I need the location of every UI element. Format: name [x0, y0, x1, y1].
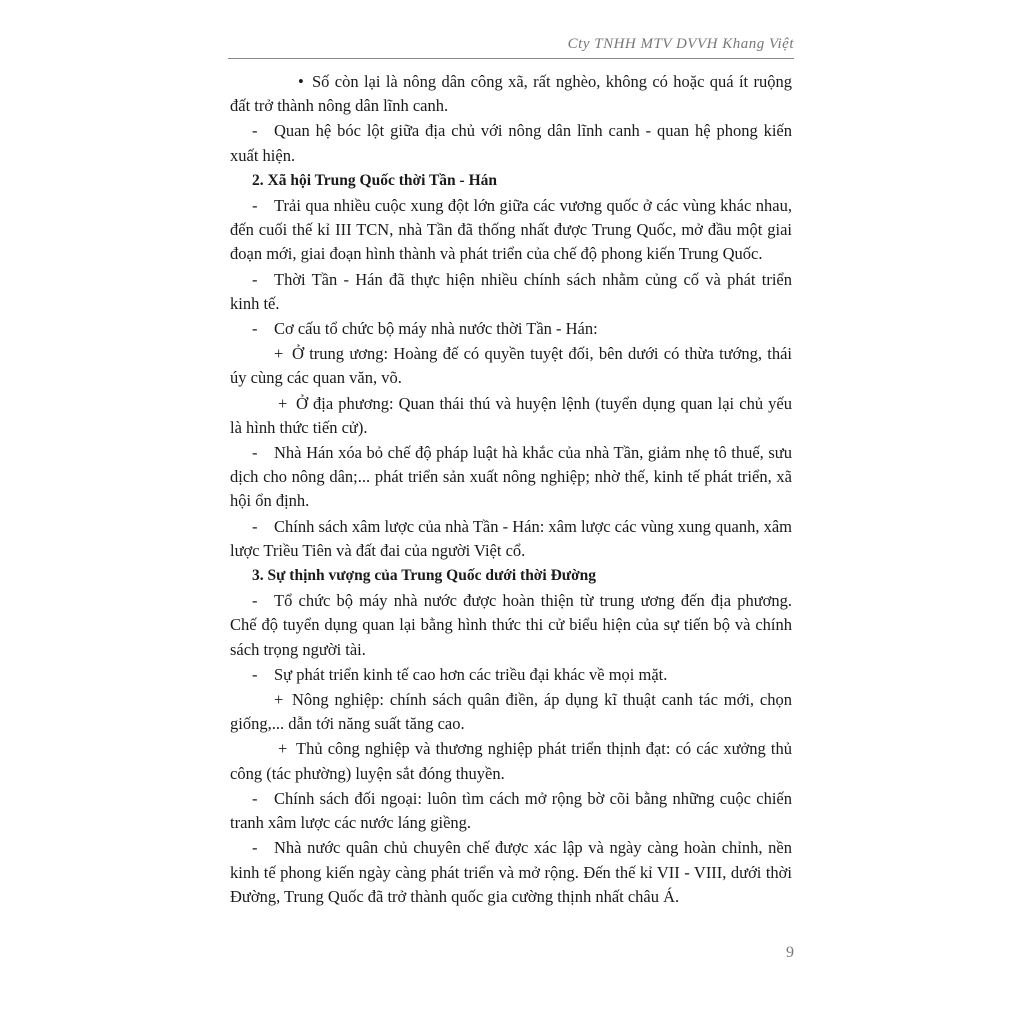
paragraph	[230, 787, 792, 835]
paragraph	[230, 663, 792, 687]
paragraph-text: Nông nghiệp: chính sách quân điền, áp dụng kĩ thuật canh tác mới, chọn giống,... dẫn tới năng suất tăng cao.	[230, 690, 792, 734]
dash-marker: -	[252, 443, 258, 463]
dash-marker: -	[252, 664, 258, 684]
section-heading: 3. Sự thịnh vượng của Trung Quốc dưới thời Đường	[252, 567, 597, 585]
paragraph-text: Thời Tần - Hán đã thực hiện nhiều chính sách nhằm củng cố và phát triển kinh tế.	[230, 269, 792, 313]
dash-marker: -	[252, 319, 258, 339]
paragraph	[230, 836, 792, 909]
paragraph	[230, 194, 792, 267]
bullet-marker: •	[298, 72, 304, 91]
plus-marker: +	[274, 690, 284, 710]
paragraph-text: Ở địa phương: Quan thái thú và huyện lệnh (tuyển dụng quan lại chủ yếu là hình thức tiến cử).	[230, 393, 792, 437]
page-number: 9	[786, 944, 794, 961]
paragraph-text: Số còn lại là nông dân công xã, rất nghèo, không có hoặc quá ít ruộng đất trở thành nông dân lĩnh canh.	[230, 72, 792, 116]
dash-marker: -	[252, 516, 258, 536]
paragraph	[230, 342, 792, 390]
dash-marker: -	[252, 196, 258, 216]
running-header: Cty TNHH MTV DVVH Khang Việt	[567, 36, 794, 52]
paragraph-text: Quan hệ bóc lột giữa địa chủ với nông dân lĩnh canh - quan hệ phong kiến xuất hiện.	[230, 121, 792, 165]
paragraph	[230, 392, 792, 440]
plus-marker: +	[278, 393, 288, 413]
paragraph-text: Ở trung ương: Hoàng đế có quyền tuyệt đối, bên dưới có thừa tướng, thái úy cùng các quan văn, võ.	[230, 344, 792, 388]
plus-marker: +	[278, 739, 288, 759]
paragraph	[230, 317, 792, 341]
paragraph-text: Nhà nước quân chủ chuyên chế được xác lập và ngày càng hoàn chỉnh, nền kinh tế phong kiến ngày càng phát triển và mở rộng. Đến thế kỉ VII - VIII, dưới thời Đường, Trung Quốc đã trở thành quốc gia cường thịnh nhất châu Á.	[230, 838, 792, 906]
page-body	[230, 70, 792, 910]
dash-marker: -	[252, 788, 258, 808]
paragraph-text: Trải qua nhiều cuộc xung đột lớn giữa các vương quốc ở các vùng khác nhau, đến cuối thế kỉ III TCN, nhà Tần đã thống nhất được Trung Quốc, mở đầu một giai đoạn mới, giai đoạn hình thành và phát triển của chế độ phong kiến Trung Quốc.	[230, 196, 792, 264]
paragraph-text: Chính sách xâm lược của nhà Tần - Hán: xâm lược các vùng xung quanh, xâm lược Triều Tiên và đất đai của người Việt cổ.	[230, 516, 792, 560]
paragraph-text: Cơ cấu tổ chức bộ máy nhà nước thời Tần - Hán:	[274, 319, 598, 339]
plus-marker: +	[274, 344, 284, 364]
paragraph	[230, 70, 792, 118]
header-divider	[228, 58, 794, 59]
paragraph-text: Tổ chức bộ máy nhà nước được hoàn thiện từ trung ương đến địa phương. Chế độ tuyển dụng quan lại bằng hình thức thi cử biểu hiện của sự tiến bộ và chính sách trọng người tài.	[230, 591, 792, 659]
dash-marker: -	[252, 591, 258, 611]
dash-marker: -	[252, 269, 258, 289]
paragraph	[230, 119, 792, 167]
paragraph	[230, 441, 792, 514]
paragraph-text: Sự phát triển kinh tế cao hơn các triều đại khác về mọi mặt.	[274, 664, 668, 684]
section-heading: 2. Xã hội Trung Quốc thời Tần - Hán	[252, 171, 498, 189]
dash-marker: -	[252, 121, 258, 141]
paragraph	[230, 688, 792, 736]
paragraph-text: Chính sách đối ngoại: luôn tìm cách mở rộng bờ cõi bằng những cuộc chiến tranh xâm lược các nước láng giềng.	[230, 788, 792, 833]
paragraph	[230, 515, 792, 563]
paragraph	[230, 268, 792, 316]
paragraph-text: Nhà Hán xóa bỏ chế độ pháp luật hà khắc của nhà Tần, giảm nhẹ tô thuế, sưu dịch cho nông dân;... phát triển sản xuất nông nghiệp; nhờ thế, kinh tế phát triển, xã hội ổn định.	[230, 443, 792, 511]
paragraph	[230, 589, 792, 662]
dash-marker: -	[252, 838, 258, 858]
paragraph-text: Thủ công nghiệp và thương nghiệp phát triển thịnh đạt: có các xưởng thủ công (tác phường) luyện sắt đóng thuyền.	[230, 739, 792, 783]
paragraph	[230, 737, 792, 785]
